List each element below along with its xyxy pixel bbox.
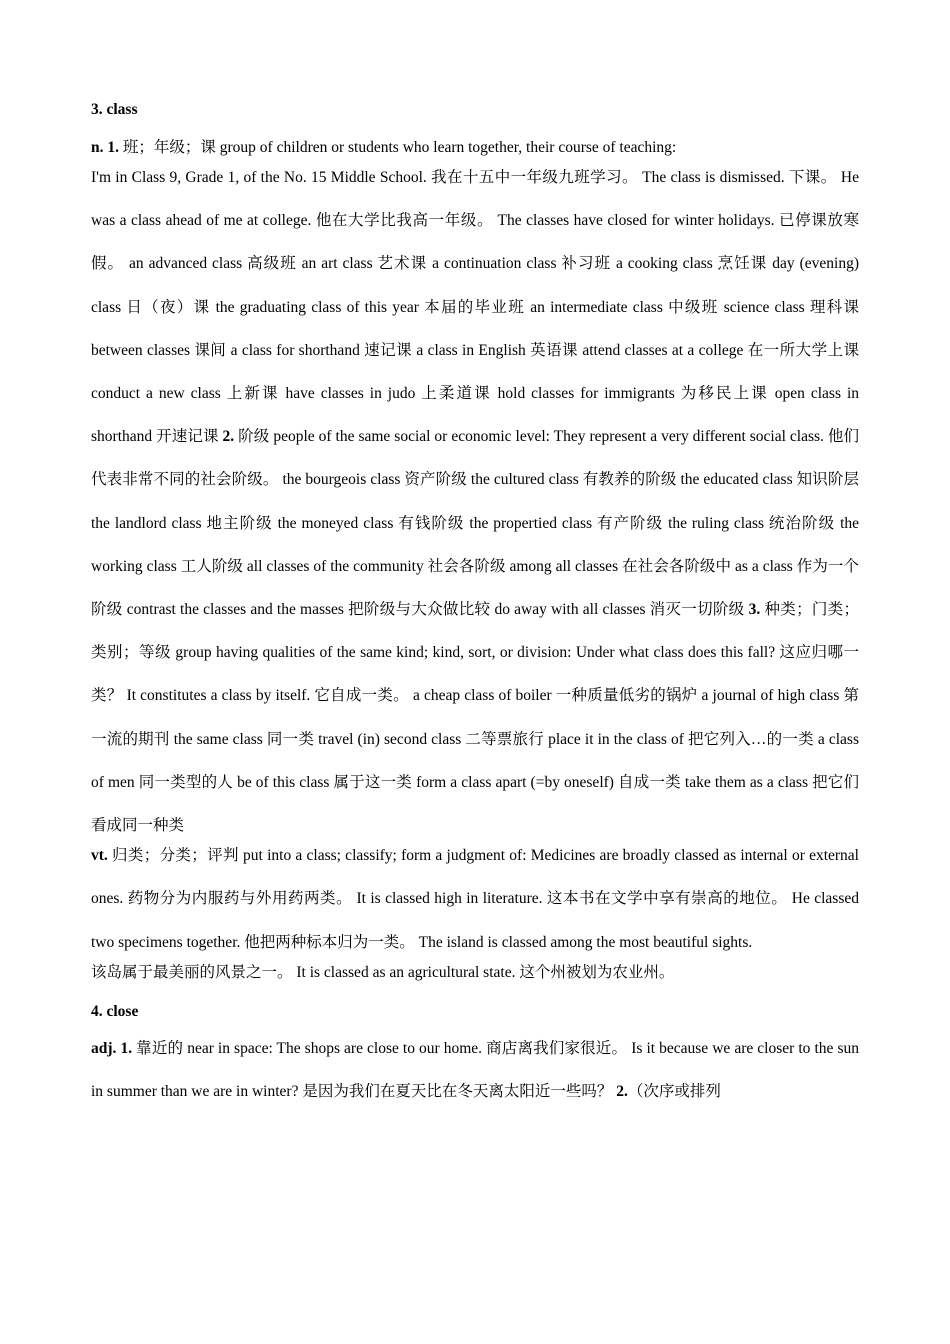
entry-heading: 4. close	[91, 1002, 139, 1020]
sense-number: 2.	[616, 1083, 628, 1101]
part-of-speech-label: n. 1.	[91, 139, 119, 156]
verb-text: 归类；分类；评判 put into a class; classify; form a judgment of: Medicines are broadly classed as internal or external ones. 药物分为内服药与外用药两类。 It is classed high in literature. 这本书在文学中享有崇高的地位。 He classed two specimens together. 他把两种标本归为一类。 The island is classed among the most beautiful sights.	[91, 847, 859, 951]
adj-text: 靠近的 near in space: The shops are close to our home. 商店离我们家很近。 Is it because we are closer to the sun in summer than we are in winter? 是因为我们在夏天比在冬天离太阳近一些吗？	[91, 1039, 859, 1101]
part-of-speech-label: vt.	[91, 847, 108, 865]
sense-number: 2.	[222, 428, 235, 446]
definition-verb	[91, 834, 859, 964]
entry-heading: 3. class	[91, 101, 138, 118]
noun-examples: I'm in Class 9, Grade 1, of the No. 15 Middle School. 我在十五中一年级九班学习。 The class is dismissed. 下课。 He was a class ahead of me at college. 他在大学比我高一年级。 The classes have closed for winter holidays. 已停课放寒假。 an advanced class 高级班 an art class 艺术课 a continuation class 补习班 a cooking class 烹饪课 day (evening) class 日（夜）课 the graduating class of this year 本届的毕业班 an intermediate class 中级班 science class 理科课 between classes 课间 a class for shorthand 速记课 a class in English 英语课 attend classes at a college 在一所大学上课 conduct a new class 上新课 have classes in judo 上柔道课 hold classes for immigrants 为移民上课 open class in shorthand 开速记课	[91, 169, 859, 446]
sense-2-text: 阶级 people of the same social or economic level: They represent a very different social class. 他们代表非常不同的社会阶级。 the bourgeois class 资产阶级 the cultured class 有教养的阶级 the educated class 知识阶层 the landlord class 地主阶级 the moneyed class 有钱阶级 the propertied class 有产阶级 the ruling class 统治阶级 the working class 工人阶级 all classes of the community 社会各阶级 among all classes 在社会各阶级中 as a class 作为一个阶级 contrast the classes and the masses 把阶级与大众做比较 do away with all classes 消灭一切阶级	[91, 428, 859, 619]
sense-2-text: （次序或排列	[627, 1083, 721, 1101]
entry-class	[91, 100, 859, 983]
definition-adj	[91, 1027, 859, 1113]
verb-tail: 该岛属于最美丽的风景之一。 It is classed as an agricultural state. 这个州被划为农业州。	[91, 963, 675, 981]
sense-number: 3.	[748, 601, 761, 619]
document-page	[91, 100, 859, 1119]
definition-text: 班；年级；课 group of children or students who learn together, their course of teaching:	[122, 139, 677, 156]
sense-3-text: 种类；门类；类别；等级 group having qualities of the same kind; kind, sort, or division: Under what class does this fall? 这应归哪一类？ It constitutes a class by itself. 它自成一类。 a cheap class of boiler 一种质量低劣的锅炉 a journal of high class 第一流的期刊 the same class 同一类 travel (in) second class 二等票旅行 place it in the class of 把它列入…的一类 a class of men 同一类型的人 be of this class 属于这一类 form a class apart (=by oneself) 自成一类 take them as a class 把它们看成同一种类	[91, 601, 859, 835]
definition-noun	[91, 138, 859, 158]
entry-close	[91, 1002, 859, 1113]
entry-body	[91, 156, 859, 847]
part-of-speech-label: adj. 1.	[91, 1039, 133, 1057]
